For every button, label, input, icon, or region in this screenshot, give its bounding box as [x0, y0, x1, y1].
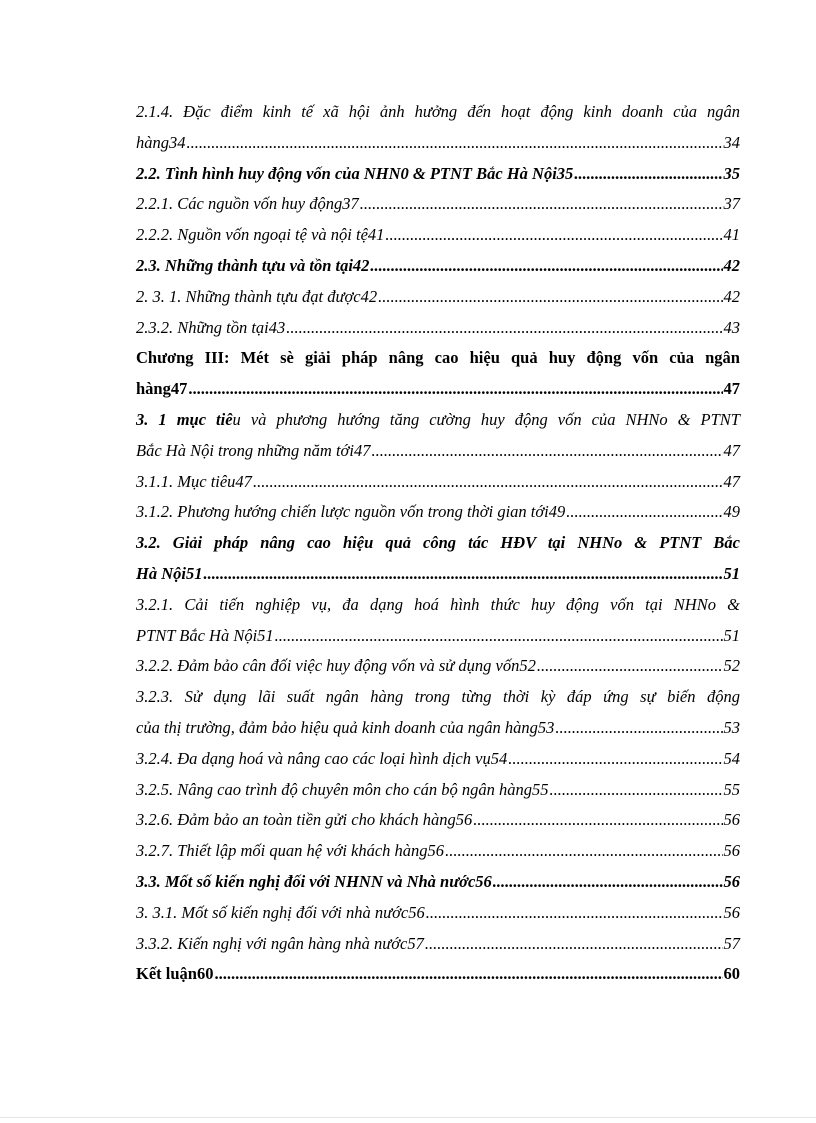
- toc-entry-text-line2: hàng34: [136, 132, 186, 152]
- toc-entry-text: 2.3. Những thành tựu và tồn tại42: [136, 255, 370, 275]
- toc-entry-3-2-6[interactable]: [136, 805, 740, 836]
- toc-entry-text: 3.2.7. Thiết lập mối quan hệ với khách hàng56: [136, 841, 445, 861]
- toc-page-number: 51: [723, 563, 740, 583]
- toc-entry-2-3-2[interactable]: [136, 313, 740, 344]
- toc-entry-3-1-1[interactable]: [136, 467, 740, 498]
- toc-page-number: 47: [723, 440, 740, 460]
- toc-entry-2-3[interactable]: [136, 251, 740, 282]
- page-bottom-divider: [0, 1117, 816, 1118]
- toc-entry-text: 2. 3. 1. Những thành tựu đạt được42: [136, 286, 378, 306]
- toc-entry-text: 3.1.1. Mục tiêu47: [136, 471, 252, 491]
- toc-page-number: 60: [723, 964, 740, 984]
- toc-entry-3-2-5[interactable]: [136, 775, 740, 806]
- dot-leader: [426, 898, 723, 929]
- toc-page-number: 56: [723, 902, 740, 922]
- toc-page-number: 42: [723, 286, 740, 306]
- toc-entry-text: 2.2.2. Nguồn vốn ngoại tệ và nội tệ41: [136, 225, 385, 245]
- toc-entry-2-2-2[interactable]: [136, 220, 740, 251]
- toc-page-number: 34: [723, 132, 740, 152]
- toc-page-number: 56: [723, 841, 740, 861]
- toc-entry-text-rest: u và phương hướng tăng cường huy động vốn của NHNo & PTNT: [232, 409, 740, 429]
- toc-page-number: 53: [723, 717, 740, 737]
- toc-entry-3-2[interactable]: [136, 528, 740, 590]
- dot-leader: [275, 621, 723, 652]
- toc-entry-2-2-1[interactable]: [136, 189, 740, 220]
- dot-leader: [203, 559, 722, 590]
- toc-entry-text: 2.3.2. Những tồn tại43: [136, 317, 286, 337]
- dot-leader: [370, 251, 722, 282]
- toc-entry-text-line1: Chương III: Mét sè giải pháp nâng cao hiệu quả huy động vốn của ngân: [136, 348, 740, 368]
- toc-page-number: 51: [723, 625, 740, 645]
- toc-page-number: 35: [723, 163, 740, 183]
- toc-entry-text-line2: của thị trường, đảm bảo hiệu quả kinh doanh của ngân hàng53: [136, 717, 555, 737]
- toc-page-number: 42: [723, 255, 740, 275]
- toc-entry-2-3-1[interactable]: [136, 282, 740, 313]
- dot-leader: [537, 651, 723, 682]
- dot-leader: [555, 713, 722, 744]
- toc-entry-3-2-7[interactable]: [136, 836, 740, 867]
- toc-entry-2-2[interactable]: [136, 159, 740, 190]
- dot-leader: [574, 159, 722, 190]
- toc-page-number: 55: [723, 779, 740, 799]
- toc-page-number: 37: [723, 194, 740, 214]
- toc-entry-conclusion[interactable]: [136, 959, 740, 990]
- toc-entry-text-line2: hàng47: [136, 379, 188, 399]
- toc-entry-text-line1: 3.2. Giải pháp nâng cao hiệu quả công tác HĐV tại NHNo & PTNT Bắc: [136, 533, 740, 553]
- dot-leader: [253, 467, 723, 498]
- toc-entry-3-2-4[interactable]: [136, 744, 740, 775]
- table-of-contents: [136, 97, 740, 990]
- toc-page-number: 52: [723, 656, 740, 676]
- toc-entry-text: 3.2.4. Đa dạng hoá và nâng cao các loại hình dịch vụ54: [136, 748, 508, 768]
- toc-entry-text-line2: Hà Nội51: [136, 563, 203, 583]
- toc-entry-text: 2.2.1. Các nguồn vốn huy động37: [136, 194, 359, 214]
- toc-entry-text-line1: 3.2.1. Cải tiến nghiệp vụ, đa dạng hoá hình thức huy động vốn tại NHNo &: [136, 594, 740, 614]
- toc-entry-text: 3.2.5. Nâng cao trình độ chuyên môn cho cán bộ ngân hàng55: [136, 779, 549, 799]
- toc-page-number: 47: [723, 379, 740, 399]
- toc-entry-text: 3.2.2. Đảm bảo cân đối việc huy động vốn và sử dụng vốn52: [136, 656, 536, 676]
- toc-entry-text: 3.3. Mốt số kiến nghị đối với NHNN và Nhà nước56: [136, 871, 492, 891]
- toc-page-number: 56: [723, 871, 740, 891]
- toc-page-number: 57: [723, 933, 740, 953]
- toc-entry-3-1-2[interactable]: [136, 497, 740, 528]
- dot-leader: [493, 867, 723, 898]
- dot-leader: [188, 374, 722, 405]
- dot-leader: [187, 128, 723, 159]
- toc-entry-text-bold-part: 3. 1 mục tiê: [136, 409, 233, 429]
- dot-leader: [214, 959, 722, 990]
- toc-entry-3-2-2[interactable]: [136, 651, 740, 682]
- toc-page-number: 43: [723, 317, 740, 337]
- toc-entry-text: 3.2.6. Đảm bảo an toàn tiền gửi cho khách hàng56: [136, 810, 473, 830]
- toc-page-number: 54: [723, 748, 740, 768]
- toc-entry-3-2-3[interactable]: [136, 682, 740, 744]
- toc-entry-chapter-3[interactable]: [136, 343, 740, 405]
- toc-entry-text-line2: Bắc Hà Nội trong những năm tới47: [136, 440, 371, 460]
- dot-leader: [371, 436, 722, 467]
- toc-entry-text-line1: 3.2.3. Sử dụng lãi suất ngân hàng trong từng thời kỳ đáp ứng sự biến động: [136, 687, 740, 707]
- dot-leader: [360, 189, 723, 220]
- toc-entry-3-3-2[interactable]: [136, 929, 740, 960]
- dot-leader: [549, 775, 722, 806]
- toc-entry-3-1[interactable]: [136, 405, 740, 467]
- dot-leader: [385, 220, 722, 251]
- dot-leader: [508, 744, 722, 775]
- toc-entry-2-1-4[interactable]: [136, 97, 740, 159]
- toc-entry-text-line2: PTNT Bắc Hà Nội51: [136, 625, 274, 645]
- toc-entry-text: 2.2. Tình hình huy động vốn của NHN0 & PTNT Bắc Hà Nội35: [136, 163, 574, 183]
- toc-entry-text-line1: [136, 405, 740, 436]
- toc-page-number: 47: [723, 471, 740, 491]
- toc-entry-text-line1: 2.1.4. Đặc điểm kinh tế xã hội ảnh hưởng đến hoạt động kinh doanh của ngân: [136, 102, 740, 121]
- toc-entry-text: 3. 3.1. Mốt số kiến nghị đối với nhà nước56: [136, 902, 425, 922]
- dot-leader: [425, 929, 723, 960]
- toc-entry-text: Kết luận60: [136, 964, 214, 984]
- toc-entry-3-3-1[interactable]: [136, 898, 740, 929]
- toc-entry-text: 3.1.2. Phương hướng chiến lược nguồn vốn trong thời gian tới49: [136, 502, 566, 522]
- toc-entry-text: 3.3.2. Kiến nghị với ngân hàng nhà nước57: [136, 933, 424, 953]
- dot-leader: [378, 282, 722, 313]
- toc-entry-3-2-1[interactable]: [136, 590, 740, 652]
- toc-entry-3-3[interactable]: [136, 867, 740, 898]
- dot-leader: [445, 836, 722, 867]
- dot-leader: [473, 805, 722, 836]
- toc-page-number: 41: [723, 225, 740, 245]
- dot-leader: [286, 313, 722, 344]
- toc-page-number: 49: [723, 502, 740, 522]
- dot-leader: [566, 497, 722, 528]
- toc-page-number: 56: [723, 810, 740, 830]
